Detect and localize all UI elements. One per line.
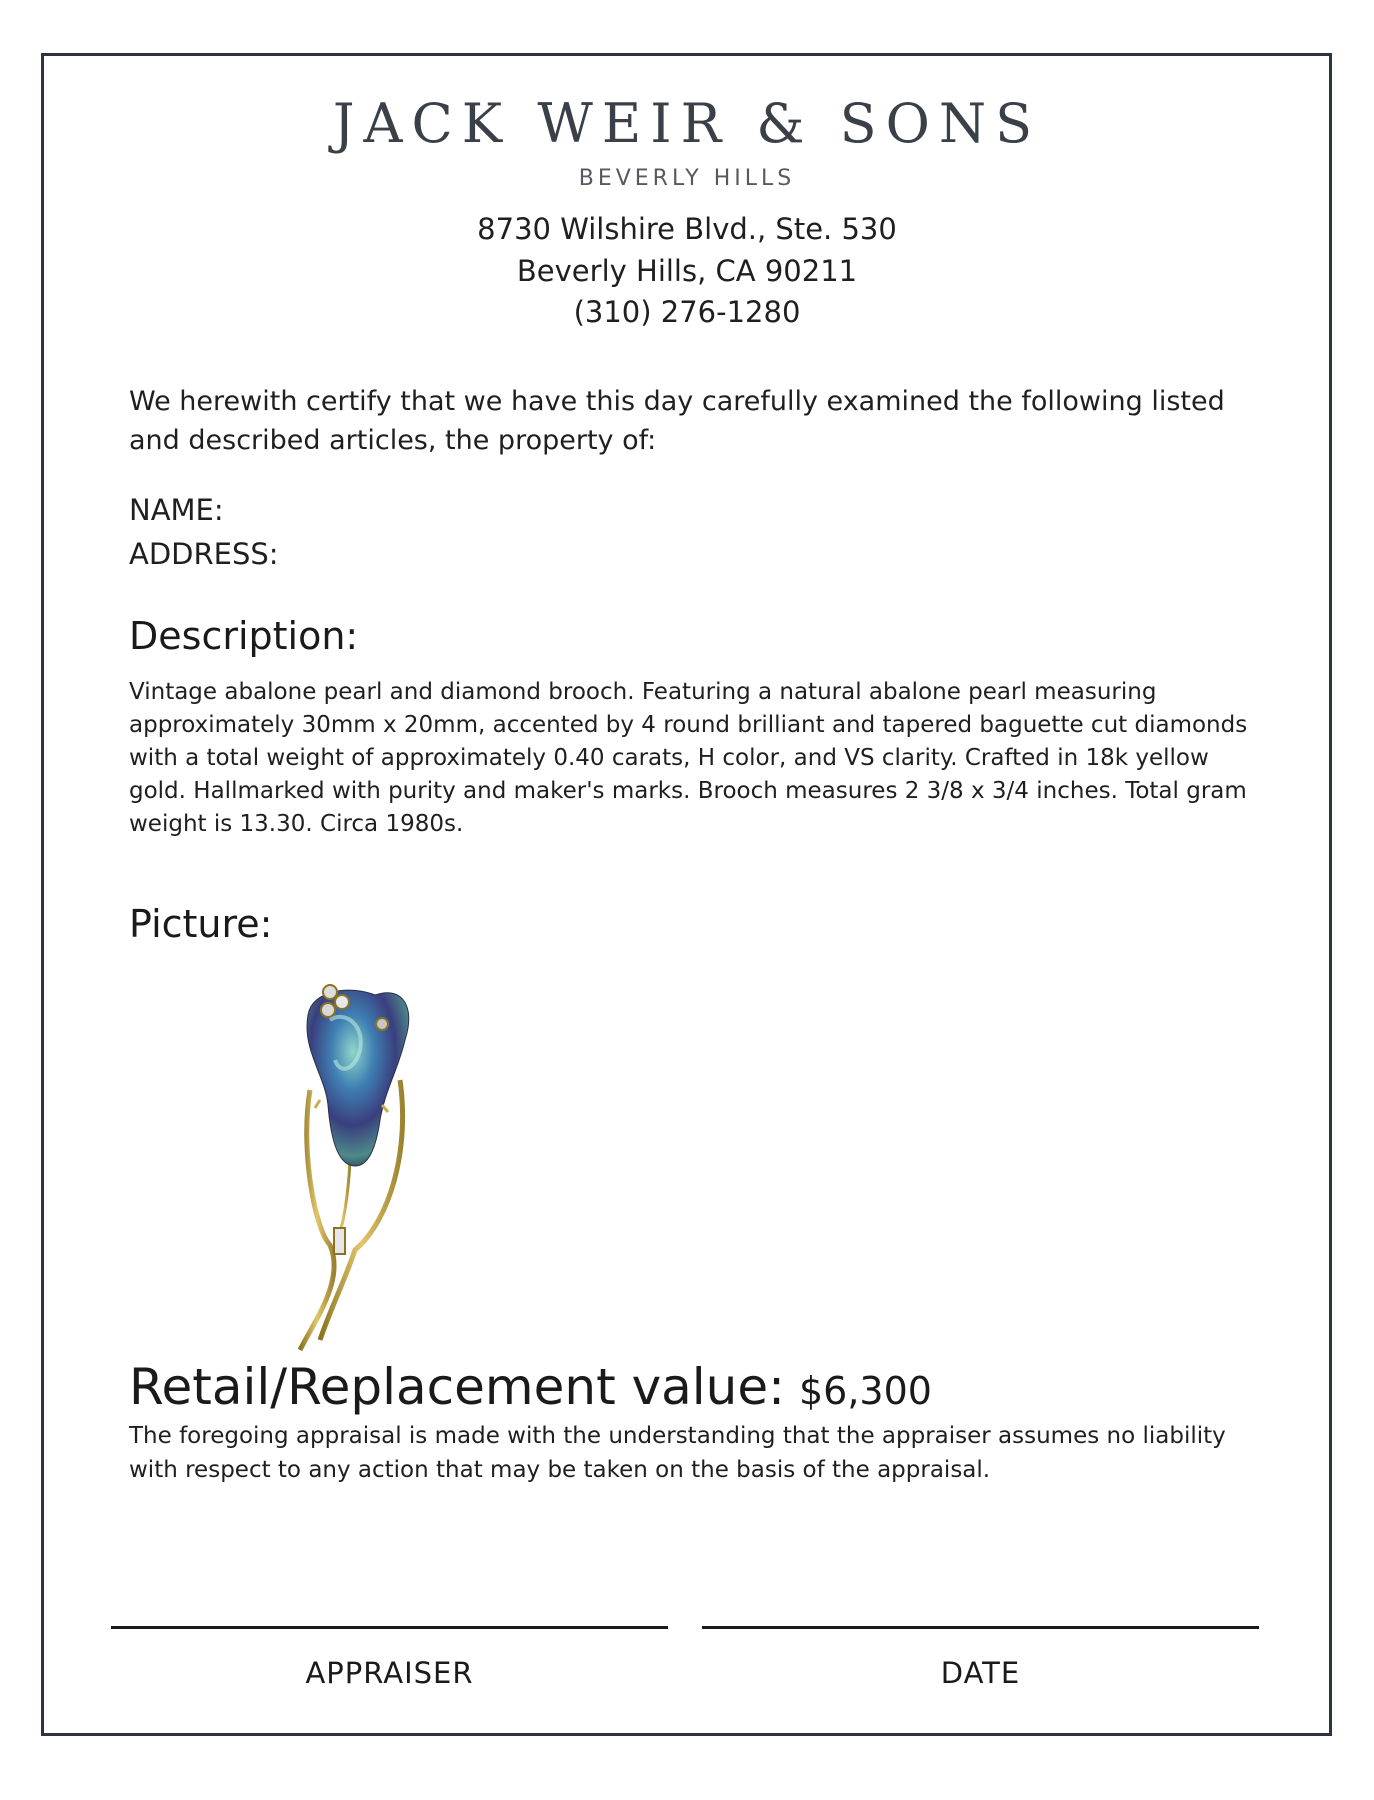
brand-location: BEVERLY HILLS bbox=[578, 166, 796, 191]
address-line-2: Beverly Hills, CA 90211 bbox=[516, 254, 858, 288]
date-label: DATE bbox=[940, 1656, 1021, 1690]
certification-text: We herewith certify that we have this day carefully examined the following listed and described articles, the property of: bbox=[129, 386, 1225, 456]
brooch-photo bbox=[290, 980, 470, 1355]
date-signature-line bbox=[702, 1626, 1259, 1629]
name-label: NAME: bbox=[129, 493, 224, 527]
value-amount: $6,300 bbox=[798, 1369, 932, 1413]
description-text: Vintage abalone pearl and diamond brooch. Featuring a natural abalone pearl measuring approximately 30mm x 20mm, accented by 4 round brilliant and tapered baguette cut diamonds with a total weight of approximately 0.40 carats, H color, and VS clarity. Crafted in 18k yellow gold. Hallmarked with purity and maker's marks. Brooch measures 2 3/8 x 3/4 inches. Total gram weight is 13.30. Circa 1980s. bbox=[129, 679, 1248, 837]
description-heading: Description: bbox=[129, 614, 359, 658]
picture-heading: Picture: bbox=[129, 902, 273, 946]
address-label: ADDRESS: bbox=[129, 537, 279, 571]
appraiser-label: APPRAISER bbox=[305, 1656, 474, 1690]
value-row bbox=[129, 1358, 932, 1416]
address-line-1: 8730 Wilshire Blvd., Ste. 530 bbox=[477, 212, 897, 246]
value-label: Retail/Replacement value: bbox=[129, 1358, 785, 1416]
brand-name: JACK WEIR & SONS bbox=[332, 92, 1042, 155]
phone-number: (310) 276-1280 bbox=[573, 295, 801, 329]
appraiser-signature-line bbox=[111, 1626, 668, 1629]
disclaimer-text: The foregoing appraisal is made with the understanding that the appraiser assumes no liability with respect to any action that may be taken on the basis of the appraisal. bbox=[129, 1423, 1226, 1483]
